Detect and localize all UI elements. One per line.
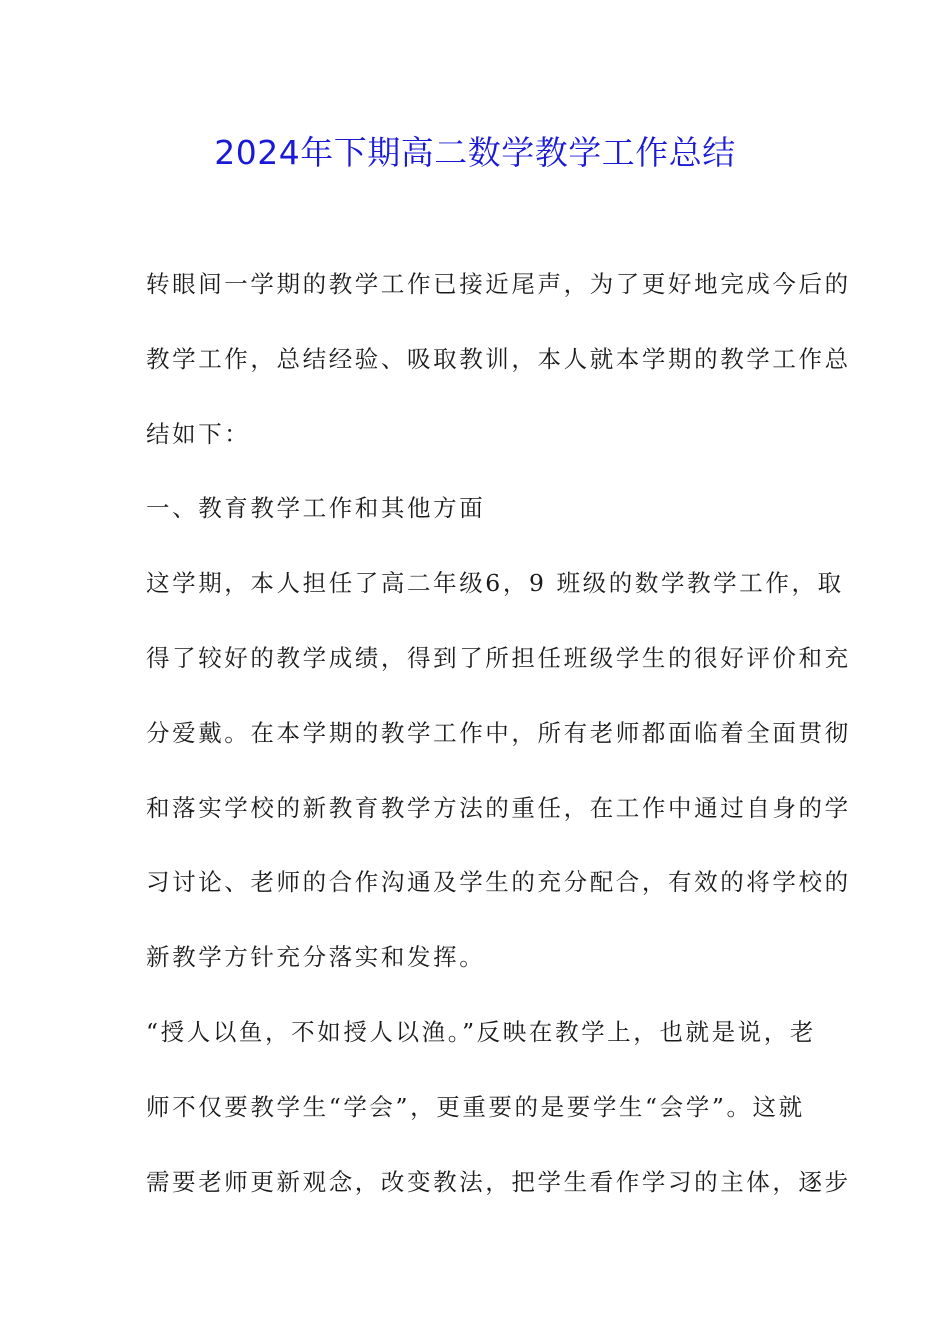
section-heading: 一、教育教学工作和其他方面 [146,494,486,522]
paragraph-line: 这学期，本人担任了高二年级6，9 班级的数学教学工作，取 [146,569,844,597]
paragraph-line: 师不仅要教学生“学会”，更重要的是要学生“会学”。这就 [146,1093,805,1121]
paragraph-line: “授人以鱼，不如授人以渔。”反映在教学上，也就是说，老 [146,1018,816,1046]
paragraph-line: 和落实学校的新教育教学方法的重任，在工作中通过自身的学 [146,794,851,822]
paragraph-line: 需要老师更新观念，改变教法，把学生看作学习的主体，逐步 [146,1168,851,1196]
paragraph-line: 结如下： [146,420,251,448]
document-title: 2024年下期高二数学教学工作总结 [214,133,736,172]
paragraph-line: 转眼间一学期的教学工作已接近尾声，为了更好地完成今后的 [146,270,851,298]
paragraph-line: 得了较好的教学成绩，得到了所担任班级学生的很好评价和充 [146,644,851,672]
paragraph-line: 新教学方针充分落实和发挥。 [146,943,486,971]
paragraph-line: 习讨论、老师的合作沟通及学生的充分配合，有效的将学校的 [146,868,851,896]
paragraph-line: 教学工作，总结经验、吸取教训，本人就本学期的教学工作总 [146,345,851,373]
paragraph-line: 分爱戴。在本学期的教学工作中，所有老师都面临着全面贯彻 [146,719,851,747]
